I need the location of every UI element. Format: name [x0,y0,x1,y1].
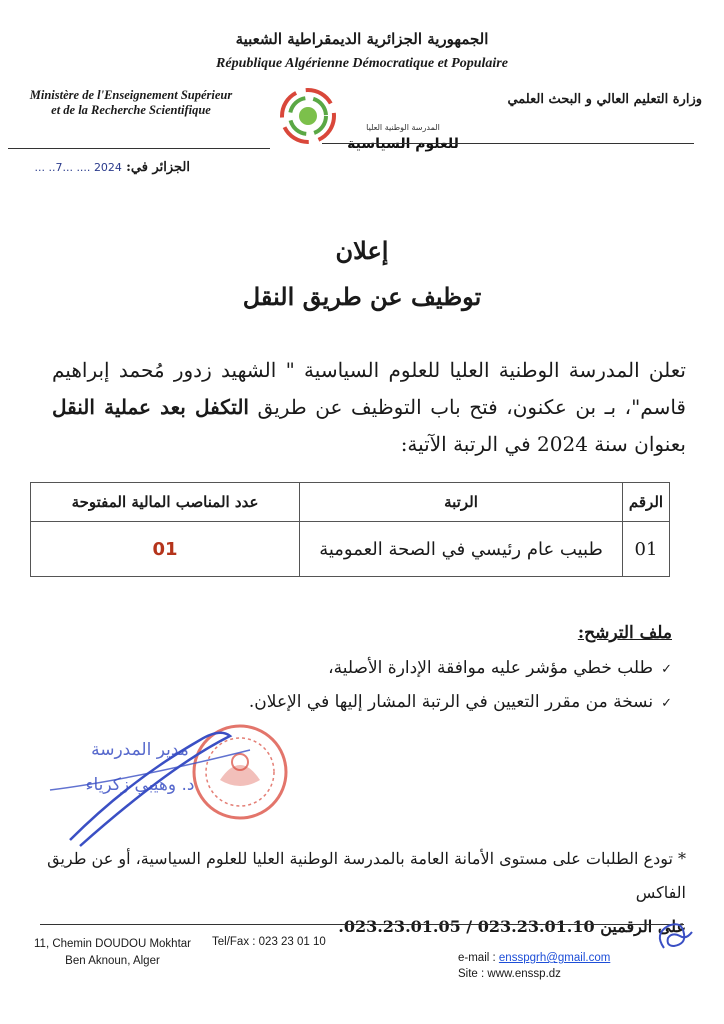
positions-table [30,482,670,577]
ministry-fr-line1: Ministère de l'Enseignement Supérieur [29,88,233,102]
document-subtitle: توظيف عن طريق النقل [242,282,482,311]
footer-address [34,936,191,970]
republic-name-arabic: الجمهورية الجزائرية الديمقراطية الشعبية [235,30,489,48]
logo-small-text: المدرسة الوطنية العليا [366,123,440,132]
website-line[interactable]: Site : www.enssp.dz [458,968,561,980]
signature-name: د. وهيبي زكرياء [85,775,195,795]
email-line [458,950,610,966]
date-label: الجزائر في: [126,160,190,175]
header-open-positions: عدد المناصب المالية المفتوحة [31,483,300,522]
list-item-text: طلب خطي مؤشر عليه موافقة الإدارة الأصلية، [328,658,654,678]
list-item-text: نسخة من مقرر التعيين في الرتبة المشار إليها في الإعلان. [248,692,654,712]
email-label: e-mail : [458,952,499,964]
row-open-positions: 01 [31,522,300,577]
footer-divider [40,924,684,925]
paragraph-bold-phrase: التكفل بعد عملية النقل [52,395,249,419]
ministry-fr-line2: et de la Recherche Scientifique [51,103,211,117]
header-number: الرقم [623,483,670,522]
paragraph-part2: بعنوان سنة 2024 في الرتبة الآتية: [400,432,686,456]
submission-note-line1: * تودع الطلبات على مستوى الأمانة العامة بالمدرسة الوطنية العليا للعلوم السياسية، أو عن طريق الفاكس [47,849,686,902]
announcement-paragraph [52,352,686,463]
ministry-name-french [16,88,246,118]
submission-note [40,842,686,944]
address-line1: 11, Chemin DOUDOU Mokhtar [34,938,191,950]
official-stamp-icon [194,726,286,818]
paragraph-part1: تعلن المدرسة الوطنية العليا للعلوم السياسية " الشهيد زدور مُحمد إبراهيم قاسم"، بـ بن عكنون، فتح باب التوظيف عن طريق [52,358,686,419]
logo-main-text: للعلوم السياسية [347,136,459,152]
header-divider-left [8,148,270,149]
header-divider-right [322,143,694,144]
check-icon: ✓ [661,662,672,677]
row-number: 01 [623,522,670,577]
list-item [72,652,672,686]
republic-name-french: République Algérienne Démocratique et Populaire [216,56,508,71]
header-rank: الرتبة [300,483,623,522]
ministry-name-arabic: وزارة التعليم العالي و البحث العلمي [507,92,702,107]
check-icon: ✓ [661,696,672,711]
email-link[interactable]: ensspgrh@gmail.com [498,952,611,964]
date-line [34,160,190,175]
table-row [31,522,670,577]
date-value: 2024 .... ...7.. ... [34,161,122,174]
application-file-title: ملف الترشح: [577,623,672,643]
row-rank: طبيب عام رئيسي في الصحة العمومية [300,522,623,577]
signature-title: مدير المدرسة [91,740,189,760]
stamp-and-signature [30,700,310,850]
handwritten-initial-icon [650,918,696,958]
document-title: إعلان [335,236,389,265]
submission-note-line2: على الرقمين 023.23.01.10 / 023.23.01.05. [338,917,686,936]
address-line2: Ben Aknoun, Alger [65,955,160,967]
footer-tel-fax: Tel/Fax : 023 23 01 10 [212,936,326,948]
footer-contact [458,950,610,982]
table-header-row [31,483,670,522]
